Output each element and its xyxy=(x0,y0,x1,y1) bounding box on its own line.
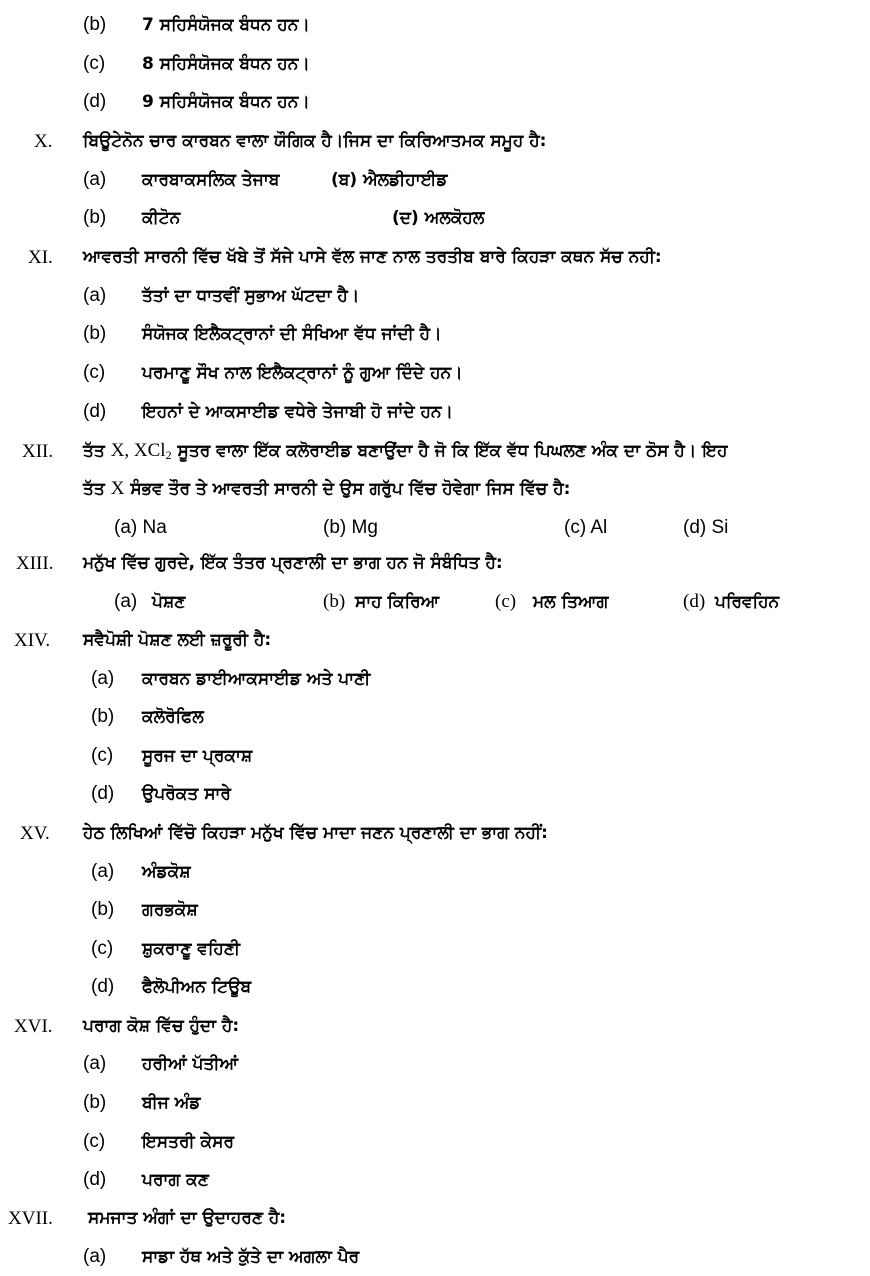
option-a: (a) Na xyxy=(114,517,167,538)
option-text: ਪਰਮਾਣੂ ਸੌਖ ਨਾਲ ਇਲੈਕਟ੍ਰਾਨਾਂ ਨੂੰ ਗੁਆ ਦਿੰਦੇ ਹਨ। xyxy=(142,363,463,383)
option-text: ਪਰਾਗ ਕਣ xyxy=(142,1170,209,1190)
question-number: XVI. xyxy=(14,1016,53,1037)
option-label: (a) xyxy=(83,1246,107,1267)
option-text: ਤੱਤਾਂ ਦਾ ਧਾਤਵੀਂ ਸੁਭਾਅ ਘੱਟਦਾ ਹੈ। xyxy=(142,286,360,306)
option-text: ਪੋਸ਼ਣ xyxy=(152,592,186,612)
option-label: (d) xyxy=(91,783,115,804)
option-text: (ਦ) ਅਲਕੋਹਲ xyxy=(392,208,485,228)
option-label: (d) xyxy=(83,1169,107,1190)
option-label: (c) xyxy=(91,938,114,959)
option-text: ਸੂਰਜ ਦਾ ਪ੍ਰਕਾਸ਼ xyxy=(142,746,253,766)
option-text: ਹਰੀਆਂ ਪੱਤੀਆਂ xyxy=(142,1054,239,1074)
option-d: (d) Si xyxy=(683,517,729,538)
option-label: (d) xyxy=(83,401,107,422)
option-text: (ਬ) ਐਲਡੀਹਾਈਡ xyxy=(331,170,448,190)
question-text: ਸਮਜਾਤ ਅੰਗਾਂ ਦਾ ਉਦਾਹਰਣ ਹੈ: xyxy=(88,1208,287,1228)
question-text: ਪਰਾਗ ਕੋਸ਼ ਵਿੱਚ ਹੁੰਦਾ ਹੈ: xyxy=(83,1016,240,1036)
option-label: (b) xyxy=(323,591,346,612)
option-label: (a) xyxy=(83,285,107,306)
question-text: ਤੱਤ xyxy=(83,479,105,499)
question-text: ਆਵਰਤੀ ਸਾਰਨੀ ਵਿੱਚ ਖੱਬੇ ਤੋਂ ਸੱਜੇ ਪਾਸੇ ਵੱਲ ਜਾਣ ਨਾਲ ਤਰਤੀਬ ਬਾਰੇ ਕਿਹੜਾ ਕਥਨ ਸੱਚ ਨਹੀ: xyxy=(83,247,662,267)
question-text: ਸੂਤਰ ਵਾਲਾ ਇੱਕ ਕਲੋਰਾਈਡ ਬਣਾਉਂਦਾ ਹੈ ਜੋ ਕਿ ਇੱਕ ਵੱਧ ਪਿਘਲਣ ਅੰਕ ਦਾ ਠੋਸ ਹੈ। ਇਹ xyxy=(177,441,728,461)
formula-subscript: 2 xyxy=(165,448,172,462)
question-text: ਬਿਊਟੇਨੋਨ ਚਾਰ ਕਾਰਬਨ ਵਾਲਾ ਯੌਗਿਕ ਹੈ।ਜਿਸ ਦਾ ਕਿਰਿਆਤਮਕ ਸਮੂਹ ਹੈ: xyxy=(83,131,547,151)
question-text-line-2 xyxy=(83,478,570,500)
question-number: XII. xyxy=(22,441,54,462)
option-text: ਮਲ ਤਿਆਗ xyxy=(533,592,609,612)
option-text: 8 ਸਹਿਸੰਯੋਜਕ ਬੰਧਨ ਹਨ। xyxy=(142,54,310,74)
option-label: (b) xyxy=(83,1092,107,1113)
chemical-formula xyxy=(111,440,172,461)
option-label: (a) xyxy=(91,668,115,689)
option-c: (c) Al xyxy=(564,517,608,538)
question-text: ਸਵੈਪੋਸ਼ੀ ਪੋਸ਼ਣ ਲਈ ਜ਼ਰੂਰੀ ਹੈ: xyxy=(83,630,272,650)
option-label: (b) xyxy=(83,14,107,35)
option-label: (b) xyxy=(91,899,115,920)
option-label: (a) xyxy=(91,861,115,882)
option-b: (b) Mg xyxy=(323,517,378,538)
question-text: ਸੰਭਵ ਤੌਰ ਤੇ ਆਵਰਤੀ ਸਾਰਨੀ ਦੇ ਉਸ ਗਰੁੱਪ ਵਿੱਚ ਹੋਵੇਗਾ ਜਿਸ ਵਿੱਚ ਹੈ: xyxy=(130,479,571,499)
option-text: ਸ਼ੁਕਰਾਣੂ ਵਹਿਣੀ xyxy=(142,939,241,959)
option-text: ਬੀਜ ਅੰਡ xyxy=(142,1093,201,1113)
question-number: X. xyxy=(34,131,53,152)
element-symbol: X xyxy=(110,478,125,499)
option-label: (c) xyxy=(83,1131,106,1152)
option-label: (b) xyxy=(83,207,107,228)
option-text: ਕਾਰਬਾਕਸਲਿਕ ਤੇਜਾਬ xyxy=(142,170,280,190)
option-text: ਫੈਲੋਪੀਅਨ ਟਿਊਬ xyxy=(142,977,252,997)
question-text: ਮਨੁੱਖ ਵਿੱਚ ਗੁਰਦੇ, ਇੱਕ ਤੰਤਰ ਪ੍ਰਣਾਲੀ ਦਾ ਭਾਗ ਹਨ ਜੋ ਸੰਬੰਧਿਤ ਹੈ: xyxy=(83,553,503,573)
option-text: ਕਾਰਬਨ ਡਾਈਆਕਸਾਈਡ ਅਤੇ ਪਾਣੀ xyxy=(142,669,371,689)
option-label: (c) xyxy=(91,745,114,766)
question-text: ਤੱਤ xyxy=(83,441,105,461)
option-text: ਸੰਯੋਜਕ ਇਲੈਕਟ੍ਰਾਨਾਂ ਦੀ ਸੰਖਿਆ ਵੱਧ ਜਾਂਦੀ ਹੈ। xyxy=(142,324,442,344)
question-text-line-1 xyxy=(83,440,727,462)
option-label: (a) xyxy=(83,169,107,190)
option-text: ਕੀਟੋਨ xyxy=(142,208,181,228)
option-text: ਉਪਰੋਕਤ ਸਾਰੇ xyxy=(142,784,231,804)
question-number: XIV. xyxy=(14,630,51,651)
option-label: (c) xyxy=(83,362,106,383)
option-text: 7 ਸਹਿਸੰਯੋਜਕ ਬੰਧਨ ਹਨ। xyxy=(142,15,310,35)
option-text: ਕਲੋਰੋਫਿਲ xyxy=(142,707,204,727)
option-label: (b) xyxy=(83,323,107,344)
option-text: ਗਰਭਕੋਸ਼ xyxy=(142,900,198,920)
option-text: ਇਸਤਰੀ ਕੇਸਰ xyxy=(142,1132,235,1152)
formula-text: X, XCl xyxy=(110,440,166,461)
option-label: (c) xyxy=(83,53,106,74)
option-label: (d) xyxy=(683,591,706,612)
question-number: XVII. xyxy=(8,1208,53,1229)
option-label: (d) xyxy=(91,976,115,997)
option-text: ਪਰਿਵਹਿਨ xyxy=(715,592,780,612)
option-text: ਸਾਡਾ ਹੱਥ ਅਤੇ ਕੁੱਤੇ ਦਾ ਅਗਲਾ ਪੈਰ xyxy=(142,1247,360,1267)
option-label: (a) xyxy=(83,1053,107,1074)
option-label: (b) xyxy=(91,706,115,727)
question-number: XI. xyxy=(28,247,53,268)
option-label: (c) xyxy=(495,591,517,612)
option-label: (a) xyxy=(114,591,138,612)
question-text: ਹੇਠ ਲਿਖਿਆਂ ਵਿੱਚੋ ਕਿਹੜਾ ਮਨੁੱਖ ਵਿੱਚ ਮਾਦਾ ਜਣਨ ਪ੍ਰਣਾਲੀ ਦਾ ਭਾਗ ਨਹੀਂ: xyxy=(83,823,548,843)
question-number: XIII. xyxy=(16,553,54,574)
option-text: ਸਾਹ ਕਿਰਿਆ xyxy=(355,592,440,612)
option-text: ਅੰਡਕੋਸ਼ xyxy=(142,862,191,882)
option-label: (d) xyxy=(83,91,107,112)
question-number: XV. xyxy=(20,823,50,844)
option-text: ਇਹਨਾਂ ਦੇ ਆਕਸਾਈਡ ਵਧੇਰੇ ਤੇਜਾਬੀ ਹੋ ਜਾਂਦੇ ਹਨ। xyxy=(142,402,454,422)
option-text: 9 ਸਹਿਸੰਯੋਜਕ ਬੰਧਨ ਹਨ। xyxy=(142,92,310,112)
